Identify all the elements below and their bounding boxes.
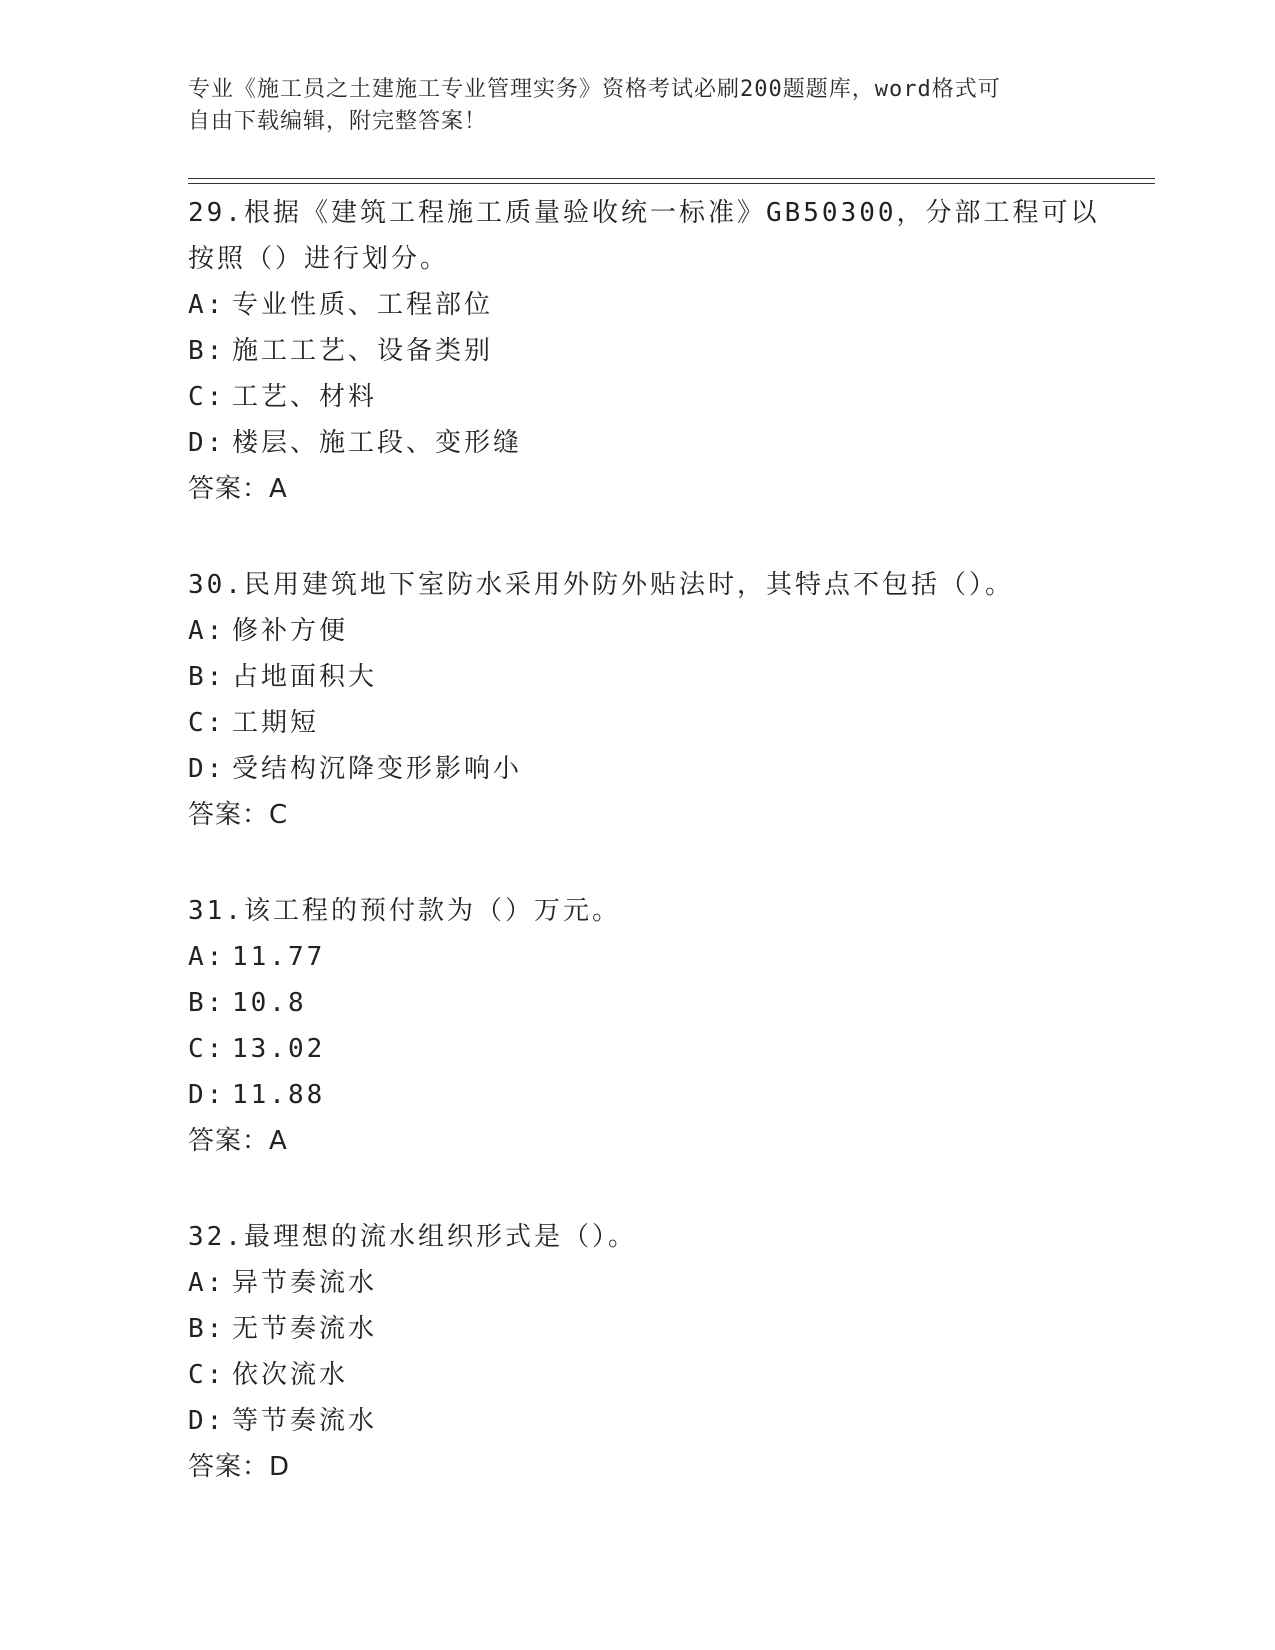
option-a	[188, 934, 1148, 980]
question-text	[188, 1214, 1068, 1260]
option-c	[188, 700, 1148, 746]
option-key: B:	[188, 662, 226, 692]
option-text: 占地面积大	[232, 662, 378, 692]
question-text-line: 32.最理想的流水组织形式是（）。	[188, 1222, 637, 1252]
question-list	[188, 190, 1148, 1540]
option-key: C:	[188, 1034, 226, 1064]
header-line-1: 专业《施工员之土建施工专业管理实务》资格考试必刷200题题库，word格式可	[188, 77, 1001, 102]
option-text: 11.88	[232, 1080, 326, 1110]
option-text: 工艺、材料	[232, 382, 378, 412]
question-text-line: 30.民用建筑地下室防水采用外防外贴法时，其特点不包括（）。	[188, 570, 1014, 600]
question-29	[188, 190, 1148, 512]
option-b	[188, 654, 1148, 700]
option-c	[188, 374, 1148, 420]
option-text: 异节奏流水	[232, 1268, 378, 1298]
option-text: 依次流水	[232, 1360, 349, 1390]
option-a	[188, 282, 1148, 328]
question-text	[188, 562, 1068, 608]
option-key: A:	[188, 1268, 226, 1298]
answer-value: D	[269, 1452, 290, 1482]
question-32	[188, 1214, 1148, 1490]
answer-value: A	[269, 474, 287, 504]
option-text: 等节奏流水	[232, 1406, 378, 1436]
answer-label: 答案：	[188, 1126, 270, 1156]
option-key: A:	[188, 290, 226, 320]
option-text: 楼层、施工段、变形缝	[232, 428, 523, 458]
option-key: D:	[188, 754, 226, 784]
answer-label: 答案：	[188, 474, 270, 504]
answer-line	[188, 1444, 1148, 1490]
option-b	[188, 328, 1148, 374]
option-text: 无节奏流水	[232, 1314, 378, 1344]
option-text: 13.02	[232, 1034, 326, 1064]
option-key: D:	[188, 1406, 226, 1436]
answer-value: A	[269, 1126, 287, 1156]
option-text: 11.77	[232, 942, 326, 972]
question-text-line: 31.该工程的预付款为（）万元。	[188, 896, 621, 926]
option-key: B:	[188, 336, 226, 366]
option-key: D:	[188, 428, 226, 458]
answer-line	[188, 1118, 1148, 1164]
question-text	[188, 190, 1100, 282]
answer-line	[188, 466, 1148, 512]
option-key: B:	[188, 988, 226, 1018]
option-a	[188, 1260, 1148, 1306]
option-a	[188, 608, 1148, 654]
option-d	[188, 746, 1148, 792]
option-b	[188, 980, 1148, 1026]
option-text: 施工工艺、设备类别	[232, 336, 494, 366]
option-text: 受结构沉降变形影响小	[232, 754, 523, 784]
question-text-line: 29.根据《建筑工程施工质量验收统一标准》GB50300，分部工程可以	[188, 198, 1100, 228]
header-line-2: 自由下载编辑，附完整答案！	[188, 109, 488, 134]
header-divider-top	[188, 178, 1155, 179]
answer-line	[188, 792, 1148, 838]
option-key: A:	[188, 616, 226, 646]
question-31	[188, 888, 1148, 1164]
option-d	[188, 1398, 1148, 1444]
option-key: D:	[188, 1080, 226, 1110]
option-key: B:	[188, 1314, 226, 1344]
option-b	[188, 1306, 1148, 1352]
answer-value: C	[269, 800, 288, 830]
answer-label: 答案：	[188, 1452, 270, 1482]
header-divider-bottom	[188, 183, 1155, 184]
option-c	[188, 1026, 1148, 1072]
option-key: C:	[188, 1360, 226, 1390]
option-text: 工期短	[232, 708, 320, 738]
option-text: 专业性质、工程部位	[232, 290, 494, 320]
option-c	[188, 1352, 1148, 1398]
option-text: 10.8	[232, 988, 307, 1018]
question-text-line: 按照（）进行划分。	[188, 244, 450, 274]
option-key: A:	[188, 942, 226, 972]
question-30	[188, 562, 1148, 838]
option-d	[188, 420, 1148, 466]
document-header	[188, 74, 1088, 138]
option-key: C:	[188, 382, 226, 412]
option-text: 修补方便	[232, 616, 349, 646]
question-text	[188, 888, 1068, 934]
option-d	[188, 1072, 1148, 1118]
answer-label: 答案：	[188, 800, 270, 830]
option-key: C:	[188, 708, 226, 738]
